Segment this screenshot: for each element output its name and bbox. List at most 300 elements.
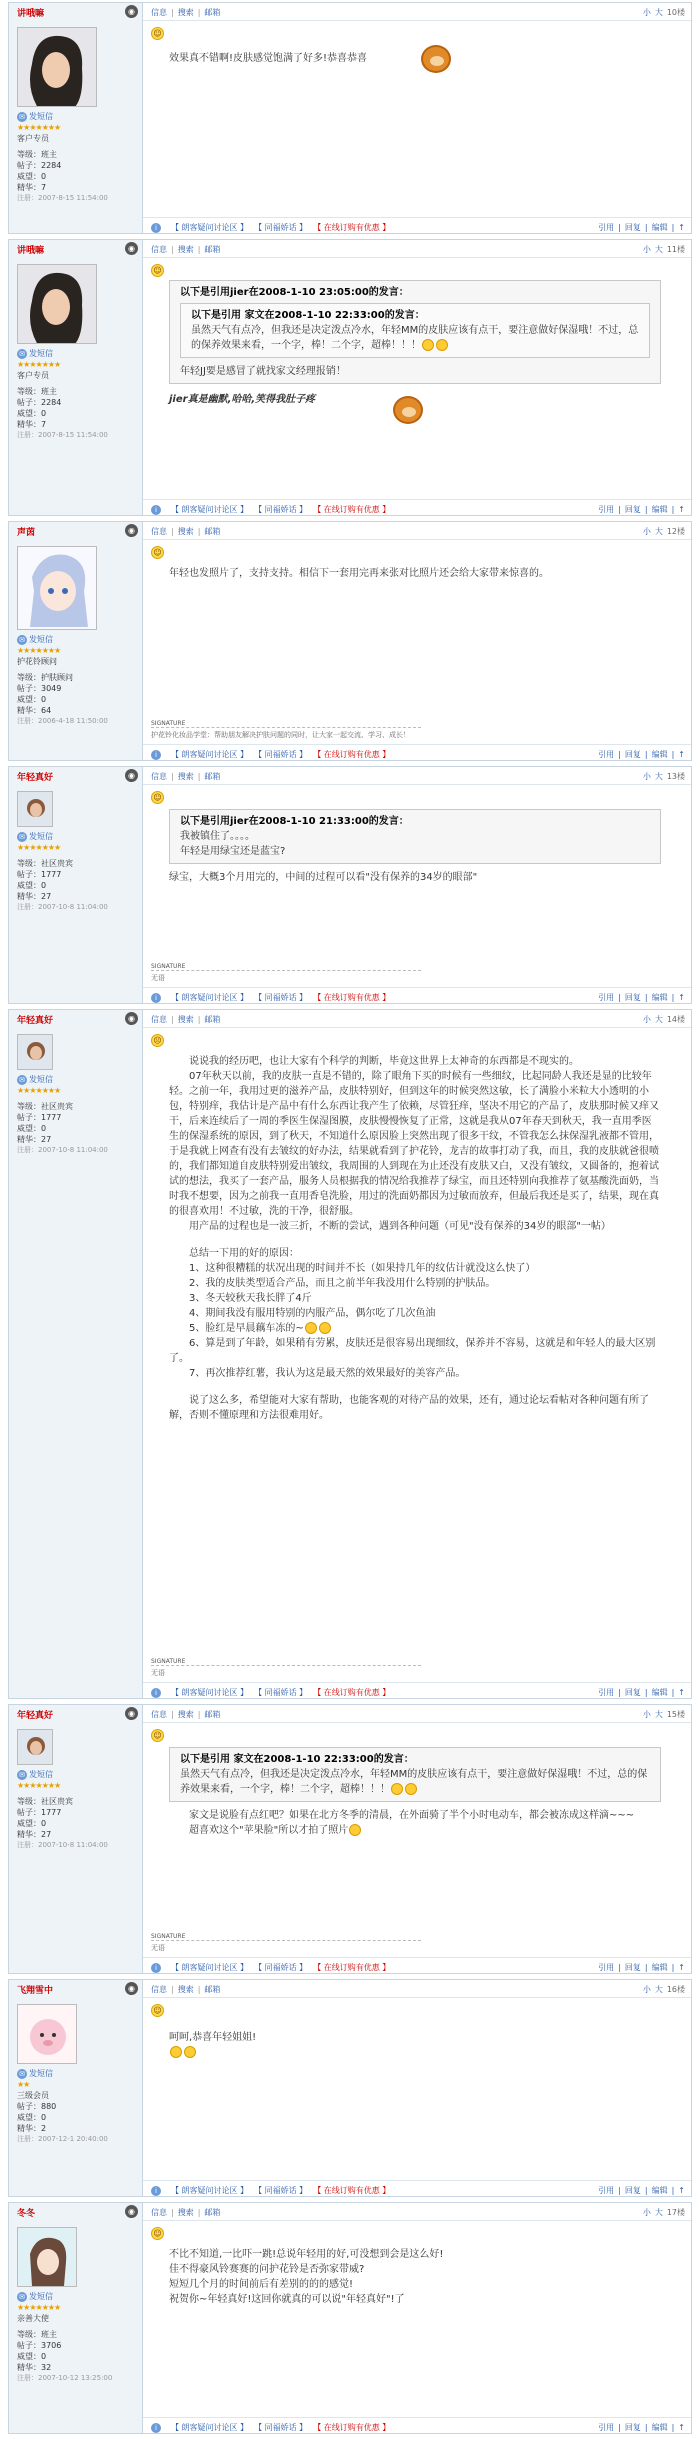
search-link[interactable]: 搜索 (177, 1985, 194, 1994)
cartoon-pig-avatar-icon (18, 2005, 77, 2064)
register-date: 注册：2006-4-18 11:50:00 (17, 717, 108, 725)
reply-button[interactable]: 回复 (624, 750, 641, 759)
post-footer: i 【 朗客疑问讨论区 】 【 同福娇话 】 【 在线订购有优惠 】 引用 | 回复 | 编辑 | ↑ (143, 1957, 691, 1974)
post-toolbar: 信息 | 搜索 | 邮箱 小 大 14楼 (143, 1010, 691, 1028)
monkey-emoticon-icon (393, 396, 423, 424)
link-icon: i (151, 750, 161, 760)
top-arrow-icon[interactable]: ↑ (678, 223, 685, 232)
rank-stars: ★★★★★★★ (17, 2303, 61, 2312)
post-text: 短短几个月的时间前后有差别的的的感觉! (169, 2279, 354, 2290)
post-footer: i 【 朗客疑问讨论区 】 【 同福娇话 】 【 在线订购有优惠 】 引用 | 回复 | 编辑 | ↑ (143, 499, 691, 516)
reply-button[interactable]: 回复 (624, 1963, 641, 1972)
avatar-photo-icon (18, 265, 97, 344)
footer-link-3[interactable]: 【 在线订购有优惠 】 (317, 993, 391, 1002)
user-online-icon: ◉ (125, 2205, 138, 2218)
signature (151, 720, 681, 740)
footer-link-2[interactable]: 【 同福娇话 】 (258, 1688, 308, 1697)
font-small-link[interactable]: 小 (642, 245, 651, 254)
user-prestige: 威望：0 (17, 695, 47, 704)
rank-stars: ★★★★★★★ (17, 123, 61, 132)
floor-number: 14楼 (666, 1015, 685, 1024)
mail-link[interactable]: 邮箱 (204, 8, 221, 17)
font-small-link[interactable]: 小 (642, 8, 651, 17)
footer-link-3[interactable]: 【 在线订购有优惠 】 (317, 1963, 391, 1972)
mail-link[interactable]: 邮箱 (204, 2208, 221, 2217)
link-icon: i (151, 2186, 161, 2196)
quote-button[interactable]: 引用 (598, 993, 615, 1002)
smile-icon (170, 2046, 182, 2058)
avatar (17, 791, 53, 827)
post-text: 祝贺你~年轻真好!这回你就真的可以说"年轻真好"!了 (169, 2294, 405, 2305)
post-content (169, 566, 661, 581)
user-posts: 帖子：1777 (17, 1113, 62, 1122)
post-toolbar: 信息 | 搜索 | 邮箱 小 大 17楼 (143, 2203, 691, 2221)
post-main (143, 522, 691, 761)
user-prestige: 威望：0 (17, 1819, 47, 1828)
mood-icon: ☺ (151, 2004, 164, 2017)
mail-link[interactable]: 邮箱 (204, 245, 221, 254)
post-list-item: 1、这种很糟糕的状况出现的时间并不长（如果持几年的纹估计就没这么快了） (189, 1263, 536, 1274)
avatar (17, 546, 97, 630)
edit-button[interactable]: 编辑 (651, 223, 668, 232)
rank-stars: ★★★★★★★ (17, 646, 61, 655)
link-icon: i (151, 505, 161, 515)
rank-stars: ★★★★★★★ (17, 843, 61, 852)
signature-label: SIGNATURE (151, 720, 186, 727)
user-online-icon: ◉ (125, 524, 138, 537)
mail-link[interactable]: 邮箱 (204, 527, 221, 536)
font-small-link[interactable]: 小 (642, 772, 651, 781)
info-link[interactable]: 信息 (151, 245, 167, 254)
user-essence: 精华：64 (17, 706, 52, 715)
quote-button[interactable]: 引用 (598, 1688, 615, 1697)
avatar (17, 2004, 77, 2064)
quote-button[interactable]: 引用 (598, 1963, 615, 1972)
post-content (169, 2030, 661, 2060)
signature-label: SIGNATURE (151, 963, 186, 970)
smile-icon (319, 1322, 331, 1334)
post-toolbar: 信息 | 搜索 | 邮箱 小 大 10楼 (143, 3, 691, 21)
post-main (143, 3, 691, 234)
post-text: jier真是幽默,哈哈,笑得我肚子疼 (169, 394, 316, 405)
send-message-link[interactable]: 发短信 (29, 2069, 53, 2078)
top-arrow-icon[interactable]: ↑ (678, 2423, 685, 2432)
send-message-link[interactable]: 发短信 (29, 1770, 53, 1779)
quote-button[interactable]: 引用 (598, 750, 615, 759)
quote-button[interactable]: 引用 (598, 505, 615, 514)
link-icon: i (151, 223, 161, 233)
font-big-link[interactable]: 大 (654, 1985, 663, 1994)
floor-number: 12楼 (666, 527, 685, 536)
top-arrow-icon[interactable]: ↑ (678, 1963, 685, 1972)
send-message-link[interactable]: 发短信 (29, 349, 53, 358)
message-icon: ✉ (17, 349, 27, 359)
user-posts: 帖子：3706 (17, 2341, 62, 2350)
font-small-link[interactable]: 小 (642, 527, 651, 536)
top-arrow-icon[interactable]: ↑ (678, 993, 685, 1002)
post-list-item: 4、期间我没有服用特别的内服产品，偶尔吃了几次鱼油 (189, 1308, 436, 1319)
register-date: 注册：2007-8-15 11:54:00 (17, 194, 108, 202)
message-icon: ✉ (17, 112, 27, 122)
search-link[interactable]: 搜索 (177, 8, 194, 17)
user-online-icon: ◉ (125, 1982, 138, 1995)
user-level: 等级：社区贵宾 (17, 859, 73, 868)
user-sidebar (9, 2203, 143, 2433)
avatar-photo-icon (18, 1730, 53, 1765)
quote-button[interactable]: 引用 (598, 2186, 615, 2195)
quote-text: 虽然天气有点冷，但我还是决定泼点冷水，年轻MM的皮肤应该有点干，要注意做好保湿哦！不过，总的保养效果来看，一个字，棒！二个字，超棒！！！ (191, 325, 639, 351)
post-paragraph: 说了这么多，希望能对大家有帮助，也能客观的对待产品的效果，还有，通过论坛看帖对各种问题有所了解，否则不懂原理和方法很难用好。 (169, 1395, 649, 1421)
smile-icon (184, 2046, 196, 2058)
footer-link-3[interactable]: 【 在线订购有优惠 】 (317, 223, 391, 232)
avatar (17, 27, 97, 107)
footer-link-1[interactable]: 【 朗客疑问讨论区 】 (171, 505, 249, 514)
username[interactable]: 年轻真好 (17, 773, 54, 783)
post-list-item: 3、冬天较秋天我长胖了4斤 (189, 1293, 312, 1304)
quote-block (169, 1747, 661, 1802)
signature (151, 1658, 681, 1678)
footer-link-1[interactable]: 【 朗客疑问讨论区 】 (171, 1688, 249, 1697)
username[interactable]: 声茵 (17, 528, 36, 538)
smile-icon (422, 339, 434, 351)
post-floor-11 (8, 239, 692, 516)
footer-link-2[interactable]: 【 同福娇话 】 (258, 750, 308, 759)
rank-stars: ★★★★★★★ (17, 360, 61, 369)
reply-button[interactable]: 回复 (624, 223, 641, 232)
font-big-link[interactable]: 大 (654, 2208, 663, 2217)
footer-link-2[interactable]: 【 同福娇话 】 (258, 2186, 308, 2195)
footer-link-3[interactable]: 【 在线订购有优惠 】 (317, 750, 391, 759)
user-prestige: 威望：0 (17, 172, 47, 181)
user-posts: 帖子：2284 (17, 398, 62, 407)
avatar (17, 1034, 53, 1070)
mail-link[interactable]: 邮箱 (204, 1710, 221, 1719)
signature-label: SIGNATURE (151, 1933, 186, 1940)
message-icon: ✉ (17, 1075, 27, 1085)
info-link[interactable]: 信息 (151, 8, 167, 17)
user-title: 亲善大使 (17, 2314, 49, 2323)
message-icon: ✉ (17, 2069, 27, 2079)
send-message-link[interactable]: 发短信 (29, 1075, 53, 1084)
post-footer: i 【 朗客疑问讨论区 】 【 同福娇话 】 【 在线订购有优惠 】 引用 | 回复 | 编辑 | ↑ (143, 217, 691, 234)
quote-text: 虽然天气有点冷，但我还是决定泼点冷水，年轻MM的皮肤应该有点干，要注意做好保湿哦！不过，总的保养效果来看，一个字，棒！二个字，超棒！！！ (180, 1769, 648, 1795)
search-link[interactable]: 搜索 (177, 772, 194, 781)
user-prestige: 威望：0 (17, 881, 47, 890)
floor-number: 11楼 (666, 245, 685, 254)
post-content (169, 1747, 661, 1838)
username[interactable]: 年轻真好 (17, 1016, 54, 1026)
post-paragraph: 用产品的过程也是一波三折，不断的尝试，遇到各种问题（可见"没有保养的34岁的眼部"一帖） (189, 1221, 611, 1232)
quote-text: 年轻JJ要是感冒了就找家文经理报销！ (180, 366, 346, 377)
post-main (143, 767, 691, 1004)
signature-label: SIGNATURE (151, 1658, 186, 1665)
user-posts: 帖子：880 (17, 2102, 57, 2111)
avatar-photo-icon (18, 28, 97, 107)
footer-link-1[interactable]: 【 朗客疑问讨论区 】 (171, 223, 249, 232)
quote-header: 以下是引用 家文在2008-1-10 22:33:00的发言： (191, 310, 425, 321)
quote-header: 以下是引用jier在2008-1-10 23:05:00的发言： (180, 287, 409, 298)
user-title: 客户专员 (17, 371, 49, 380)
send-message-link[interactable]: 发短信 (29, 832, 53, 841)
send-message-link[interactable]: 发短信 (29, 112, 53, 121)
user-posts: 帖子：1777 (17, 870, 62, 879)
info-link[interactable]: 信息 (151, 527, 167, 536)
username[interactable]: 年轻真好 (17, 1711, 54, 1721)
post-floor-14 (8, 1009, 692, 1699)
post-main (143, 2203, 691, 2434)
user-posts: 帖子：2284 (17, 161, 62, 170)
mood-icon: ☺ (151, 1729, 164, 1742)
user-prestige: 威望：0 (17, 2113, 47, 2122)
edit-button[interactable]: 编辑 (651, 505, 668, 514)
mail-link[interactable]: 邮箱 (204, 772, 221, 781)
post-list-item: 5、脸红是早晨藕车冻的~ (169, 1321, 661, 1336)
message-icon: ✉ (17, 1770, 27, 1780)
user-online-icon: ◉ (125, 769, 138, 782)
user-level: 等级：社区贵宾 (17, 1797, 73, 1806)
user-essence: 精华：32 (17, 2363, 52, 2372)
user-online-icon: ◉ (125, 5, 138, 18)
anime-avatar-icon (18, 547, 97, 630)
quote-line: 年轻是用绿宝还是蓝宝? (180, 846, 286, 857)
post-toolbar: 信息 | 搜索 | 邮箱 小 大 16楼 (143, 1980, 691, 1998)
avatar (17, 1729, 53, 1765)
post-floor-13 (8, 766, 692, 1004)
link-icon: i (151, 2423, 161, 2433)
username[interactable]: 飞翔雪中 (17, 1986, 54, 1996)
post-toolbar: 信息 | 搜索 | 邮箱 小 大 11楼 (143, 240, 691, 258)
user-sidebar (9, 1705, 143, 1973)
post-floor-17 (8, 2202, 692, 2434)
post-content (169, 51, 661, 66)
post-text: 不比不知道,一比吓一跳!总说年轻用的好,可没想到会是这么好! (169, 2249, 444, 2260)
register-date: 注册：2007-12-1 20:40:00 (17, 2135, 108, 2143)
font-big-link[interactable]: 大 (654, 527, 663, 536)
edit-button[interactable]: 编辑 (651, 2423, 668, 2432)
post-paragraph: 总结一下用的好的原因： (189, 1248, 299, 1259)
post-text: 绿宝，大概3个月用完的，中间的过程可以看"没有保养的34岁的眼部" (169, 872, 478, 883)
post-footer: i 【 朗客疑问讨论区 】 【 同福娇话 】 【 在线订购有优惠 】 引用 | 回复 | 编辑 | ↑ (143, 987, 691, 1004)
user-essence: 精华：27 (17, 892, 52, 901)
post-text: 家文是说脸有点红吧？如果在北方冬季的清晨，在外面骑了半个小时电动车，都会被冻成这样滴~~~ (189, 1810, 635, 1821)
user-sidebar (9, 1980, 143, 2196)
quote-block (169, 280, 661, 384)
avatar (17, 2227, 77, 2287)
mood-icon: ☺ (151, 546, 164, 559)
post-floor-16 (8, 1979, 692, 2197)
message-icon: ✉ (17, 832, 27, 842)
post-text: 呵呵,恭喜年轻姐姐! (169, 2032, 257, 2043)
info-link[interactable]: 信息 (151, 1985, 167, 1994)
footer-link-2[interactable]: 【 同福娇话 】 (258, 1963, 308, 1972)
mail-link[interactable]: 邮箱 (204, 1985, 221, 1994)
post-content (169, 280, 661, 407)
footer-link-1[interactable]: 【 朗客疑问讨论区 】 (171, 993, 249, 1002)
post-main (143, 1010, 691, 1699)
post-toolbar: 信息 | 搜索 | 邮箱 小 大 12楼 (143, 522, 691, 540)
illustrated-avatar-icon (18, 2228, 77, 2287)
info-link[interactable]: 信息 (151, 2208, 167, 2217)
user-level: 等级：班主 (17, 387, 57, 396)
post-list-item: 2、我的皮肤类型适合产品，而且之前半年我没用什么特别的护肤品。 (189, 1278, 496, 1289)
font-small-link[interactable]: 小 (642, 2208, 651, 2217)
edit-button[interactable]: 编辑 (651, 1688, 668, 1697)
message-icon: ✉ (17, 635, 27, 645)
edit-button[interactable]: 编辑 (651, 1963, 668, 1972)
username[interactable]: 讲哦嘛 (17, 9, 45, 19)
font-big-link[interactable]: 大 (654, 245, 663, 254)
info-link[interactable]: 信息 (151, 1710, 167, 1719)
footer-link-3[interactable]: 【 在线订购有优惠 】 (317, 1688, 391, 1697)
font-big-link[interactable]: 大 (654, 1710, 663, 1719)
footer-link-1[interactable]: 【 朗客疑问讨论区 】 (171, 2186, 249, 2195)
send-message-link[interactable]: 发短信 (29, 635, 53, 644)
post-content (169, 809, 661, 885)
search-link[interactable]: 搜索 (177, 245, 194, 254)
quote-header: 以下是引用jier在2008-1-10 21:33:00的发言： (180, 816, 409, 827)
font-big-link[interactable]: 大 (654, 772, 663, 781)
search-link[interactable]: 搜索 (177, 1710, 194, 1719)
footer-link-3[interactable]: 【 在线订购有优惠 】 (317, 2423, 391, 2432)
post-paragraph: 07年秋天以前，我的皮肤一直是不错的，除了眼角下买的时候有一些细纹，比起同龄人我还是显的比较年轻。之前一年，我用过更的滋养产品，皮肤特别好，但到这年的时候突然这敏，长了满脸小米粒大小透明的小包，特别痒，我估计是产品中有什么东西让我产生了依赖，尽管狂痒，坚决不用它的产品了，皮肤那时候又痒又干，后来连续后了一周的季医生保湿图膜，皮肤慢慢恢复了正常，这就是我从07年春天到秋天，我一直用季医生的保湿系统的原因，到了秋天，不知道什么原因脸上突然出现了很多干纹，不管我怎么抹保湿乳液都不管用，于是我就上网查有没有去皱纹的好办法，结果就看到了护花铃，龙吉的故事打动了我，而且，我的皮肤就爸很喷的，我们都知道自皮肤特别爱出皱纹，我周围的人到现在为止还没有皮肤又白，又没有皱纹，又圆备的，抱着试试的想法，我买了一套产品，服务人员根据我的情况给我推荐了绿宝，而且还特别向我推荐了氨基酸洗面奶，当时我不想要，因为之前我一直用香皂洗脸，用过的洗面奶都因为过敏而放弃，但最后我还是买了，结果，现在真的很喜欢用！不过敏，洗的干净，很舒服。 (169, 1071, 659, 1217)
user-essence: 精华：7 (17, 420, 47, 429)
post-toolbar: 信息 | 搜索 | 邮箱 小 大 13楼 (143, 767, 691, 785)
signature-text: 护花铃化妆品学堂：帮助朋友解决护肤问题的同时，让大家一起交流、学习、成长！ (151, 731, 410, 739)
user-title: 三级会员 (17, 2091, 49, 2100)
user-level: 等级：社区贵宾 (17, 1102, 73, 1111)
font-big-link[interactable]: 大 (654, 8, 663, 17)
quote-block (169, 809, 661, 864)
top-arrow-icon[interactable]: ↑ (678, 750, 685, 759)
link-icon: i (151, 1688, 161, 1698)
post-footer: i 【 朗客疑问讨论区 】 【 同福娇话 】 【 在线订购有优惠 】 引用 | 回复 | 编辑 | ↑ (143, 744, 691, 761)
reply-button[interactable]: 回复 (624, 993, 641, 1002)
reply-button[interactable]: 回复 (624, 2186, 641, 2195)
user-prestige: 威望：0 (17, 409, 47, 418)
post-text: 效果真不错啊!皮肤感觉饱满了好多!恭喜恭喜 (169, 53, 368, 64)
reply-button[interactable]: 回复 (624, 1688, 641, 1697)
edit-button[interactable]: 编辑 (651, 993, 668, 1002)
search-link[interactable]: 搜索 (177, 2208, 194, 2217)
reply-button[interactable]: 回复 (624, 2423, 641, 2432)
post-main (143, 1705, 691, 1974)
footer-link-2[interactable]: 【 同福娇话 】 (258, 993, 308, 1002)
nested-quote-block (180, 303, 650, 358)
info-link[interactable]: 信息 (151, 772, 167, 781)
post-footer: i 【 朗客疑问讨论区 】 【 同福娇话 】 【 在线订购有优惠 】 引用 | 回复 | 编辑 | ↑ (143, 1682, 691, 1699)
user-level: 等级：护肤顾问 (17, 673, 73, 682)
send-message-link[interactable]: 发短信 (29, 2292, 53, 2301)
mood-icon: ☹ (151, 1034, 164, 1047)
register-date: 注册：2007-10-8 11:04:00 (17, 903, 108, 911)
mood-icon: ☺ (151, 791, 164, 804)
reply-button[interactable]: 回复 (624, 505, 641, 514)
user-posts: 帖子：3049 (17, 684, 62, 693)
footer-link-1[interactable]: 【 朗客疑问讨论区 】 (171, 1963, 249, 1972)
post-text: 超喜欢这个"苹果脸"所以才拍了照片 (169, 1823, 661, 1838)
floor-number: 15楼 (666, 1710, 685, 1719)
smile-icon (405, 1783, 417, 1795)
signature (151, 963, 681, 983)
font-small-link[interactable]: 小 (642, 1985, 651, 1994)
floor-number: 10楼 (666, 8, 685, 17)
font-small-link[interactable]: 小 (642, 1015, 651, 1024)
link-icon: i (151, 993, 161, 1003)
font-small-link[interactable]: 小 (642, 1710, 651, 1719)
edit-button[interactable]: 编辑 (651, 750, 668, 759)
edit-button[interactable]: 编辑 (651, 2186, 668, 2195)
quote-line: 我被镇住了。。。。 (180, 831, 255, 842)
floor-number: 16楼 (666, 1985, 685, 1994)
user-essence: 精华：27 (17, 1830, 52, 1839)
post-text: 年轻也发照片了，支持支持。相信下一套用完再来张对比照片还会给大家带来惊喜的。 (169, 568, 549, 579)
user-sidebar (9, 522, 143, 760)
user-online-icon: ◉ (125, 1012, 138, 1025)
post-list-item: 6、算是到了年龄，如果稍有劳累，皮肤还是很容易出现细纹，保养并不容易，这就是和年轻人的最大区别了。 (169, 1338, 656, 1364)
info-link[interactable]: 信息 (151, 1015, 167, 1024)
footer-link-2[interactable]: 【 同福娇话 】 (258, 223, 308, 232)
quote-button[interactable]: 引用 (598, 223, 615, 232)
post-footer: i 【 朗客疑问讨论区 】 【 同福娇话 】 【 在线订购有优惠 】 引用 | 回复 | 编辑 | ↑ (143, 2180, 691, 2197)
mail-link[interactable]: 邮箱 (204, 1015, 221, 1024)
top-arrow-icon[interactable]: ↑ (678, 1688, 685, 1697)
user-online-icon: ◉ (125, 1707, 138, 1720)
signature (151, 1933, 681, 1953)
register-date: 注册：2007-10-8 11:04:00 (17, 1841, 108, 1849)
user-title: 护花铃顾问 (17, 657, 57, 666)
user-essence: 精华：27 (17, 1135, 52, 1144)
post-floor-15 (8, 1704, 692, 1974)
post-footer: i 【 朗客疑问讨论区 】 【 同福娇话 】 【 在线订购有优惠 】 引用 | 回复 | 编辑 | ↑ (143, 2417, 691, 2434)
smile-icon (436, 339, 448, 351)
post-main (143, 240, 691, 516)
post-text: 佳不得豪风铃赛赛的问护花铃是否弥家带威? (169, 2264, 365, 2275)
user-essence: 精华：7 (17, 183, 47, 192)
top-arrow-icon[interactable]: ↑ (678, 505, 685, 514)
quote-button[interactable]: 引用 (598, 2423, 615, 2432)
footer-link-3[interactable]: 【 在线订购有优惠 】 (317, 2186, 391, 2195)
username[interactable]: 冬冬 (17, 2209, 36, 2219)
footer-link-2[interactable]: 【 同福娇话 】 (258, 505, 308, 514)
user-title: 客户专员 (17, 134, 49, 143)
footer-link-1[interactable]: 【 朗客疑问讨论区 】 (171, 2423, 249, 2432)
footer-link-3[interactable]: 【 在线订购有优惠 】 (317, 505, 391, 514)
footer-link-2[interactable]: 【 同福娇话 】 (258, 2423, 308, 2432)
user-online-icon: ◉ (125, 242, 138, 255)
search-link[interactable]: 搜索 (177, 527, 194, 536)
font-big-link[interactable]: 大 (654, 1015, 663, 1024)
quote-header: 以下是引用 家文在2008-1-10 22:33:00的发言： (180, 1754, 414, 1765)
link-icon: i (151, 1963, 161, 1973)
mood-icon: ☺ (151, 27, 164, 40)
mood-icon: ☺ (151, 264, 164, 277)
rank-stars: ★★ (17, 2080, 30, 2089)
top-arrow-icon[interactable]: ↑ (678, 2186, 685, 2195)
user-prestige: 威望：0 (17, 1124, 47, 1133)
register-date: 注册：2007-8-15 11:54:00 (17, 431, 108, 439)
footer-link-1[interactable]: 【 朗客疑问讨论区 】 (171, 750, 249, 759)
register-date: 注册：2007-10-12 13:25:00 (17, 2374, 113, 2382)
user-sidebar (9, 1010, 143, 1698)
user-sidebar (9, 240, 143, 515)
search-link[interactable]: 搜索 (177, 1015, 194, 1024)
avatar-photo-icon (18, 1035, 53, 1070)
signature-text: 无语 (151, 974, 165, 982)
user-level: 等级：班主 (17, 150, 57, 159)
post-paragraph: 说说我的经历吧，也让大家有个科学的判断，毕竟这世界上太神奇的东西都是不现实的。 (189, 1056, 579, 1067)
username[interactable]: 讲哦嘛 (17, 246, 45, 256)
floor-number: 17楼 (666, 2208, 685, 2217)
